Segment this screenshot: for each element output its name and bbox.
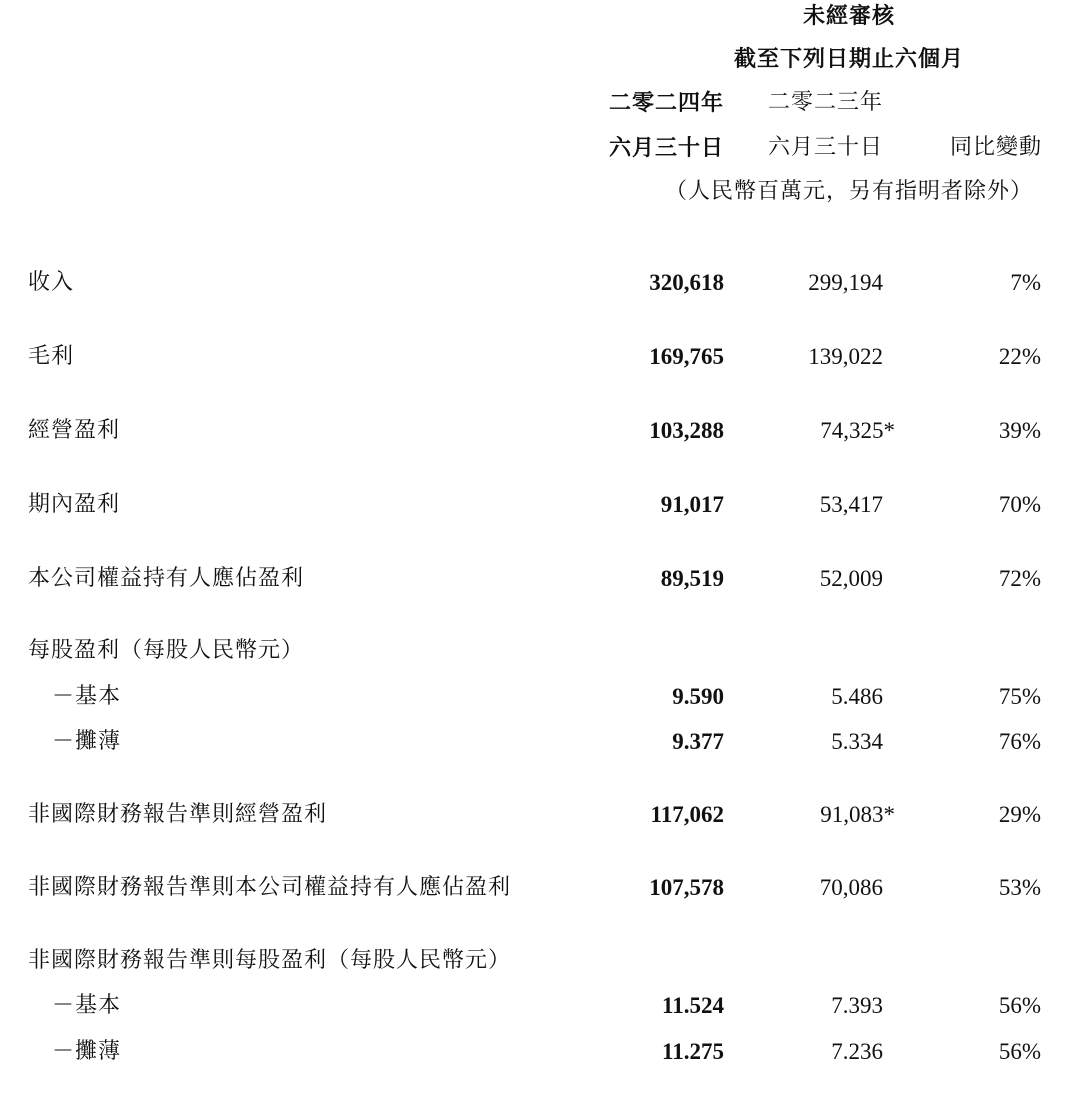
date-current-heading: 六月三十日 [608, 135, 724, 161]
value-2023: 7.393 [831, 993, 883, 1018]
row-label: 期內盈利 [28, 492, 121, 517]
value-2024: 11.275 [662, 1039, 724, 1064]
unit-note: （人民幣百萬元，另有指明者除外） [664, 179, 1034, 204]
table-row-operating-profit [0, 416, 1080, 446]
year-prior-heading: 二零二三年 [767, 90, 883, 115]
date-prior-heading: 六月三十日 [767, 135, 883, 160]
row-label: 非國際財務報告準則經營盈利 [28, 802, 328, 827]
value-2024: 169,765 [649, 344, 724, 369]
table-row-eps-diluted [0, 727, 1080, 757]
value-2024: 9.590 [672, 684, 724, 709]
value-2023: 5.334 [831, 729, 883, 754]
value-2023: 5.486 [831, 684, 883, 709]
value-yoy: 56% [998, 1039, 1041, 1064]
table-row-non-ifrs-eps-diluted [0, 1037, 1080, 1067]
row-label: 經營盈利 [28, 418, 121, 443]
value-2023: 7.236 [831, 1039, 883, 1064]
row-label: 本公司權益持有人應佔盈利 [28, 566, 305, 591]
value-2023: 70,086 [819, 875, 883, 900]
row-label: －基本 [52, 993, 122, 1018]
table-row-non-ifrs-attributable-profit [0, 873, 1080, 903]
value-2024: 89,519 [660, 566, 724, 591]
value-yoy: 29% [998, 802, 1041, 827]
year-current-heading: 二零二四年 [608, 90, 724, 116]
row-label: －攤薄 [52, 1039, 122, 1064]
table-row-non-ifrs-eps-heading [0, 946, 1080, 976]
value-yoy: 22% [998, 344, 1041, 369]
value-2024: 117,062 [650, 802, 724, 827]
yoy-heading: 同比變動 [949, 135, 1042, 160]
table-row-period-profit [0, 490, 1080, 520]
value-2023: 299,194 [808, 270, 883, 295]
period-heading: 截至下列日期止六個月 [733, 46, 965, 72]
row-label: －基本 [52, 684, 122, 709]
value-yoy: 76% [998, 729, 1041, 754]
value-2023: 52,009 [819, 566, 883, 591]
value-yoy: 70% [998, 492, 1041, 517]
value-yoy: 53% [998, 875, 1041, 900]
value-2023: 139,022 [808, 344, 883, 369]
value-yoy: 75% [998, 684, 1041, 709]
value-2024: 91,017 [660, 492, 724, 517]
value-2024: 103,288 [649, 418, 724, 443]
value-2024: 320,618 [649, 270, 724, 295]
value-2024: 107,578 [649, 875, 724, 900]
table-row-gross-profit [0, 342, 1080, 372]
row-label: 毛利 [28, 344, 75, 369]
row-label: －攤薄 [52, 729, 122, 754]
row-label: 收入 [28, 270, 75, 295]
table-row-attributable-profit [0, 564, 1080, 594]
value-yoy: 56% [998, 993, 1041, 1018]
value-2023: 53,417 [819, 492, 883, 517]
value-2023: 74,325* [820, 418, 895, 443]
value-2023: 91,083* [820, 802, 895, 827]
table-row-eps-basic [0, 682, 1080, 712]
table-row-non-ifrs-operating-profit [0, 800, 1080, 830]
table-row-revenue [0, 268, 1080, 298]
row-label: 非國際財務報告準則每股盈利（每股人民幣元） [28, 948, 512, 973]
value-2024: 11.524 [662, 993, 724, 1018]
value-yoy: 72% [998, 566, 1041, 591]
row-label: 非國際財務報告準則本公司權益持有人應佔盈利 [28, 875, 512, 900]
unaudited-heading: 未經審核 [802, 3, 896, 29]
row-label: 每股盈利（每股人民幣元） [28, 638, 305, 663]
value-yoy: 39% [998, 418, 1041, 443]
table-row-eps-heading [0, 636, 1080, 666]
value-2024: 9.377 [672, 729, 724, 754]
value-yoy: 7% [1010, 270, 1041, 295]
table-row-non-ifrs-eps-basic [0, 991, 1080, 1021]
